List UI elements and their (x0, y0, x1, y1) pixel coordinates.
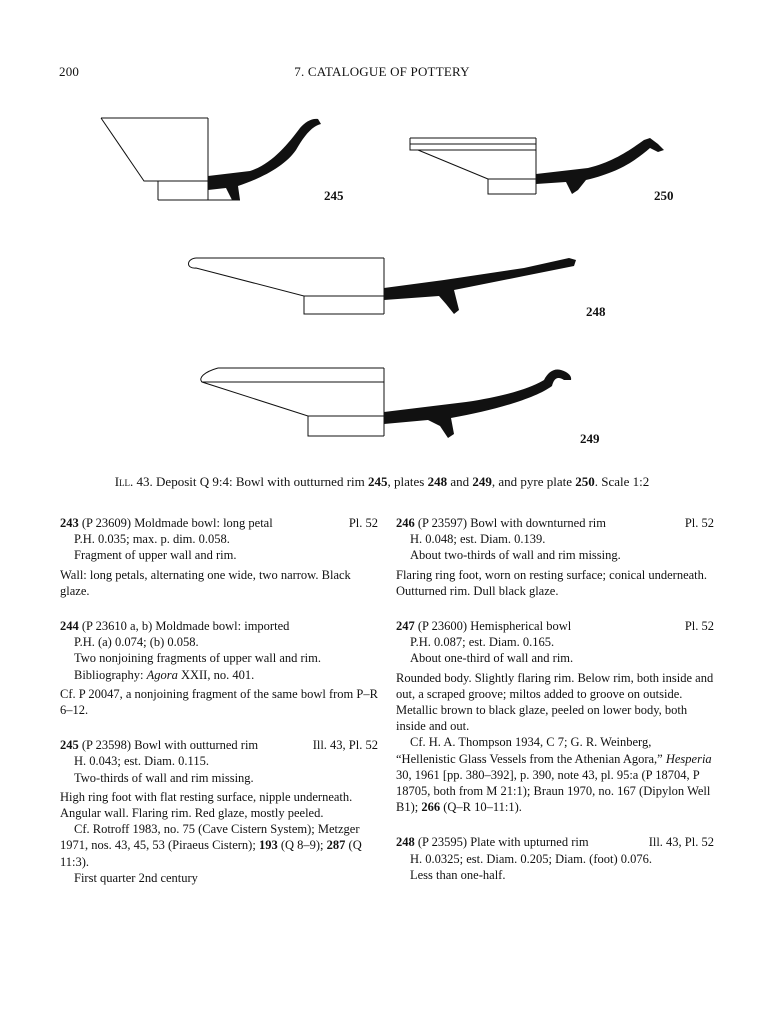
entry-heading: 248 (P 23595) Plate with upturned rim Ill. 43, Pl. 52 (396, 835, 714, 850)
profile-label-250: 250 (654, 188, 674, 203)
entry-description: High ring foot with flat resting surface, nipple underneath. Angular wall. Flaring rim. Red glaze, mostly peeled. (60, 789, 353, 821)
running-title: 7. CATALOGUE OF POTTERY (294, 64, 470, 79)
entry-heading: 243 (P 23609) Moldmade bowl: long petal Pl. 52 (60, 516, 378, 530)
plate-reference: Pl. 52 (684, 619, 714, 634)
entry-heading: 244 (P 23610 a, b) Moldmade bowl: imported (60, 619, 290, 634)
entry-243: 243 (P 23609) Moldmade bowl: long petal Pl. 52 P.H. 0.035; max. p. dim. 0.058. Fragment of upper wall and rim. Wall: long petals, alternating one wide, two narrow. Black glaze. (60, 516, 378, 598)
comparanda: Cf. H. A. Thompson 1934, C 7; G. R. Weinberg, “Hellenistic Glass Vessels from the Athenian Agora,” Hesperia 30, 1961 [pp. 380–392], p. 390, note 43, pl. 95:a (P 18704, P 18705, both from M 21:1); Braun 1970, no. 167 (Dipylon Well B1); 266 (Q–R 10–11:1). (396, 735, 712, 815)
entry-244: 244 (P 23610 a, b) Moldmade bowl: imported P.H. (a) 0.074; (b) 0.058. Two nonjoining fragments of upper wall and rim. Bibliography: Agora XXII, no. 401. Cf. P 20047, a nonjoining fragment of the same bowl from P–R 6–12. (60, 619, 378, 718)
entry-description: Rounded body. Slightly flaring rim. Below rim, both inside and out, a scraped groove; miltos added to groove on outside. Metallic brown to black glaze, peeled on lower body, both inside and out. (396, 670, 714, 734)
plate-reference: Pl. 52 (348, 516, 378, 530)
plate-reference: Ill. 43, Pl. 52 (312, 738, 378, 753)
profile-label-248: 248 (586, 304, 606, 319)
page-number: 200 (59, 64, 80, 79)
profile-249-drawing (196, 358, 586, 448)
entry-heading: 246 (P 23597) Bowl with downturned rim Pl. 52 (396, 516, 714, 530)
entry-description: Flaring ring foot, worn on resting surface; conical underneath. Outturned rim. Dull black glaze. (396, 567, 708, 598)
caption-ill: Ill. 43. (114, 474, 153, 489)
profile-label-249: 249 (580, 431, 600, 446)
figure-caption: Ill. 43. Deposit Q 9:4: Bowl with outturned rim 245, plates 248 and 249, and pyre plate 250. Scale 1:2 (114, 474, 650, 489)
entry-246: 246 (P 23597) Bowl with downturned rim Pl. 52 H. 0.048; est. Diam. 0.139. About two-thirds of wall and rim missing. Flaring ring foot, worn on resting surface; conical underneath. Outturned rim. Dull black glaze. (396, 516, 714, 598)
entry-245: 245 (P 23598) Bowl with outturned rim Ill. 43, Pl. 52 H. 0.043; est. Diam. 0.115. Two-thirds of wall and rim missing. High ring foot with flat resting surface, nipple underneath. Angular wall. Flaring rim. Red glaze, mostly peeled. Cf. Rotroff 1983, no. 75 (Cave Cistern System); Metzger 1971, nos. 43, 45, 53 (Piraeus Cistern); 193 (Q 8–9); 287 (Q 11:3). First quarter 2nd century (60, 738, 378, 885)
right-column (396, 515, 714, 902)
entry-heading: 245 (P 23598) Bowl with outturned rim Ill. 43, Pl. 52 (60, 738, 378, 753)
profile-250-drawing (408, 134, 678, 204)
comparanda: Cf. Rotroff 1983, no. 75 (Cave Cistern System); Metzger 1971, nos. 43, 45, 53 (Piraeus Cistern); 193 (Q 8–9); 287 (Q 11:3). (60, 822, 362, 869)
profile-label-245: 245 (324, 188, 344, 203)
profile-248-drawing (184, 250, 584, 330)
entry-248: 248 (P 23595) Plate with upturned rim Ill. 43, Pl. 52 H. 0.0325; est. Diam. 0.205; Diam. (foot) 0.076. Less than one-half. (396, 835, 714, 882)
profile-245-drawing (100, 108, 340, 208)
entry-description: Cf. P 20047, a nonjoining fragment of the same bowl from P–R 6–12. (60, 686, 378, 718)
bibliography: Bibliography: Agora XXII, no. 401. (74, 667, 255, 682)
entry-heading: 247 (P 23600) Hemispherical bowl Pl. 52 (396, 619, 714, 634)
entry-description: Wall: long petals, alternating one wide, two narrow. Black glaze. (60, 567, 351, 598)
plate-reference: Ill. 43, Pl. 52 (648, 835, 714, 850)
date: First quarter 2nd century (74, 870, 198, 885)
plate-reference: Pl. 52 (684, 516, 714, 530)
left-column (60, 515, 378, 905)
entry-247: 247 (P 23600) Hemispherical bowl Pl. 52 P.H. 0.087; est. Diam. 0.165. About one-third of wall and rim. Rounded body. Slightly flaring rim. Below rim, both inside and out, a scraped groove; miltos added to groove on outside. Metallic brown to black glaze, peeled on lower body, both inside and out. Cf. H. A. Thompson 1934, C 7; G. R. Weinberg, “Hellenistic Glass Vessels from the Athenian Agora,” Hesperia 30, 1961 [pp. 380–392], p. 390, note 43, pl. 95:a (P 18704, P 18705, both from M 21:1); Braun 1970, no. 167 (Dipylon Well B1); 266 (Q–R 10–11:1). (396, 619, 714, 815)
